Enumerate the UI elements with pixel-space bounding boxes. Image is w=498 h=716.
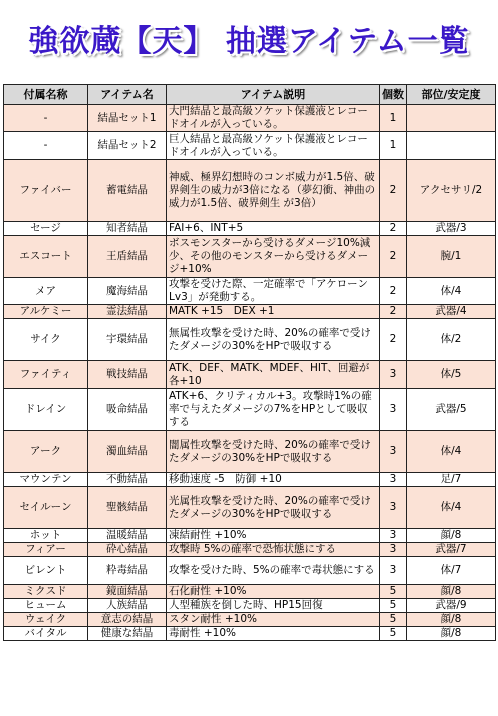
row-name: ファイバー [4, 160, 88, 222]
row-item: 鏡面結晶 [88, 585, 167, 599]
row-description: 無属性攻撃を受けた時、20%の確率で受けたダメージの30%をHPで吸収する [167, 319, 380, 361]
table-row [4, 613, 496, 627]
row-quantity: 5 [380, 627, 407, 641]
table-row [4, 389, 496, 431]
row-name: メア [4, 278, 88, 305]
row-quantity: 5 [380, 585, 407, 599]
row-item: 結晶セット1 [88, 105, 167, 132]
row-name: ドレイン [4, 389, 88, 431]
row-slot: 体/7 [407, 557, 496, 585]
row-item: 濁血結晶 [88, 431, 167, 473]
row-name: サイク [4, 319, 88, 361]
row-description: 闇属性攻撃を受けた時、20%の確率で受けたダメージの30%をHPで吸収する [167, 431, 380, 473]
row-name: エスコート [4, 236, 88, 278]
row-slot: 腕/1 [407, 236, 496, 278]
row-quantity: 3 [380, 543, 407, 557]
row-description: スタン耐性 +10% [167, 613, 380, 627]
row-name: ホット [4, 529, 88, 543]
row-quantity: 5 [380, 599, 407, 613]
row-item: 王盾結晶 [88, 236, 167, 278]
row-name: セージ [4, 222, 88, 236]
table-row [4, 543, 496, 557]
header-quantity: 個数 [380, 85, 407, 105]
row-description: MATK +15 DEX +1 [167, 305, 380, 319]
row-name: ファイティ [4, 361, 88, 389]
row-slot: 体/2 [407, 319, 496, 361]
table-row [4, 431, 496, 473]
row-item: 霊法結晶 [88, 305, 167, 319]
row-description: FAI+6、INT+5 [167, 222, 380, 236]
table-row [4, 132, 496, 160]
row-name: バイタル [4, 627, 88, 641]
table-row [4, 160, 496, 222]
row-slot: 足/7 [407, 473, 496, 487]
table-row [4, 585, 496, 599]
row-quantity: 3 [380, 487, 407, 529]
row-quantity: 5 [380, 613, 407, 627]
page-title: 強欲蔵【天】 抽選アイテム一覧 [28, 24, 470, 59]
header-description: アイテム説明 [167, 85, 380, 105]
row-quantity: 1 [380, 105, 407, 132]
row-name: ビレント [4, 557, 88, 585]
row-slot [407, 105, 496, 132]
row-item: 不動結晶 [88, 473, 167, 487]
row-quantity: 1 [380, 132, 407, 160]
row-slot: 武器/5 [407, 389, 496, 431]
row-name: アルケミー [4, 305, 88, 319]
table-row [4, 305, 496, 319]
row-slot: 武器/7 [407, 543, 496, 557]
row-description: 毒耐性 +10% [167, 627, 380, 641]
row-slot: 体/4 [407, 431, 496, 473]
row-description: 攻撃を受けた時、5%の確率で毒状態にする [167, 557, 380, 585]
row-item: 蓄電結晶 [88, 160, 167, 222]
row-description: 大門結晶と最高級ソケット保護液とレコードオイルが入っている。 [167, 105, 380, 132]
row-slot: 顔/8 [407, 529, 496, 543]
row-slot: アクセサリ/2 [407, 160, 496, 222]
row-quantity: 3 [380, 389, 407, 431]
row-name: フィアー [4, 543, 88, 557]
row-item: 吸命結晶 [88, 389, 167, 431]
table-row [4, 627, 496, 641]
row-slot: 武器/4 [407, 305, 496, 319]
table-row [4, 529, 496, 543]
row-item: 健康な結晶 [88, 627, 167, 641]
table-row [4, 319, 496, 361]
row-slot: 体/4 [407, 487, 496, 529]
row-slot: 顔/8 [407, 613, 496, 627]
row-quantity: 2 [380, 319, 407, 361]
row-description: ボスモンスターから受けるダメージ10%減少、その他のモンスターから受けるダメージ+10% [167, 236, 380, 278]
table-row [4, 105, 496, 132]
row-name: マウンテン [4, 473, 88, 487]
header-item: アイテム名 [88, 85, 167, 105]
table-row [4, 278, 496, 305]
row-description: 光属性攻撃を受けた時、20%の確率で受けたダメージの30%をHPで吸収する [167, 487, 380, 529]
table-row [4, 361, 496, 389]
row-item: 粋毒結晶 [88, 557, 167, 585]
row-item: 戦技結晶 [88, 361, 167, 389]
row-slot: 体/4 [407, 278, 496, 305]
row-name: - [4, 132, 88, 160]
row-quantity: 3 [380, 473, 407, 487]
table-row [4, 487, 496, 529]
row-description: ATK、DEF、MATK、MDEF、HIT、回避が各+10 [167, 361, 380, 389]
row-description: 石化耐性 +10% [167, 585, 380, 599]
row-description: 凍結耐性 +10% [167, 529, 380, 543]
row-item: 知者結晶 [88, 222, 167, 236]
row-slot: 体/5 [407, 361, 496, 389]
row-item: 魔海結晶 [88, 278, 167, 305]
row-item: 人族結晶 [88, 599, 167, 613]
row-quantity: 3 [380, 361, 407, 389]
row-quantity: 2 [380, 160, 407, 222]
row-item: 宇環結晶 [88, 319, 167, 361]
table-row [4, 557, 496, 585]
row-quantity: 2 [380, 305, 407, 319]
header-name: 付属名称 [4, 85, 88, 105]
header-row [4, 85, 496, 105]
row-name: ミクスド [4, 585, 88, 599]
row-description: 攻撃を受けた際、一定確率で「アケローンLv3」が発動する。 [167, 278, 380, 305]
row-description: 巨人結晶と最高級ソケット保護液とレコードオイルが入っている。 [167, 132, 380, 160]
row-quantity: 2 [380, 222, 407, 236]
row-description: ATK+6、クリティカル+3。攻撃時1%の確率で与えたダメージの7%をHPとして吸収する [167, 389, 380, 431]
table-row [4, 473, 496, 487]
row-description: 人型種族を倒した時、HP15回復 [167, 599, 380, 613]
row-name: ヒューム [4, 599, 88, 613]
row-quantity: 3 [380, 557, 407, 585]
row-slot: 顔/8 [407, 585, 496, 599]
row-name: アーク [4, 431, 88, 473]
row-description: 移動速度 -5 防御 +10 [167, 473, 380, 487]
row-item: 温暖結晶 [88, 529, 167, 543]
row-quantity: 3 [380, 431, 407, 473]
table-row [4, 599, 496, 613]
row-item: 結晶セット2 [88, 132, 167, 160]
row-description: 攻撃時 5%の確率で恐怖状態にする [167, 543, 380, 557]
row-quantity: 3 [380, 529, 407, 543]
row-description: 神威、極界幻想時のコンボ威力が1.5倍、破界剣生の威力が3倍になる（夢幻衝、神曲の威力が1.5倍、破界剣生 が3倍） [167, 160, 380, 222]
row-item: 意志の結晶 [88, 613, 167, 627]
row-name: ウェイク [4, 613, 88, 627]
row-quantity: 2 [380, 236, 407, 278]
row-slot: 武器/3 [407, 222, 496, 236]
table-row [4, 222, 496, 236]
header-slot: 部位/安定度 [407, 85, 496, 105]
row-quantity: 2 [380, 278, 407, 305]
row-item: 砕心結晶 [88, 543, 167, 557]
row-slot: 武器/9 [407, 599, 496, 613]
item-table [3, 84, 496, 641]
row-name: - [4, 105, 88, 132]
row-slot: 顔/8 [407, 627, 496, 641]
table-row [4, 236, 496, 278]
row-item: 聖骸結晶 [88, 487, 167, 529]
row-name: セイルーン [4, 487, 88, 529]
row-slot [407, 132, 496, 160]
